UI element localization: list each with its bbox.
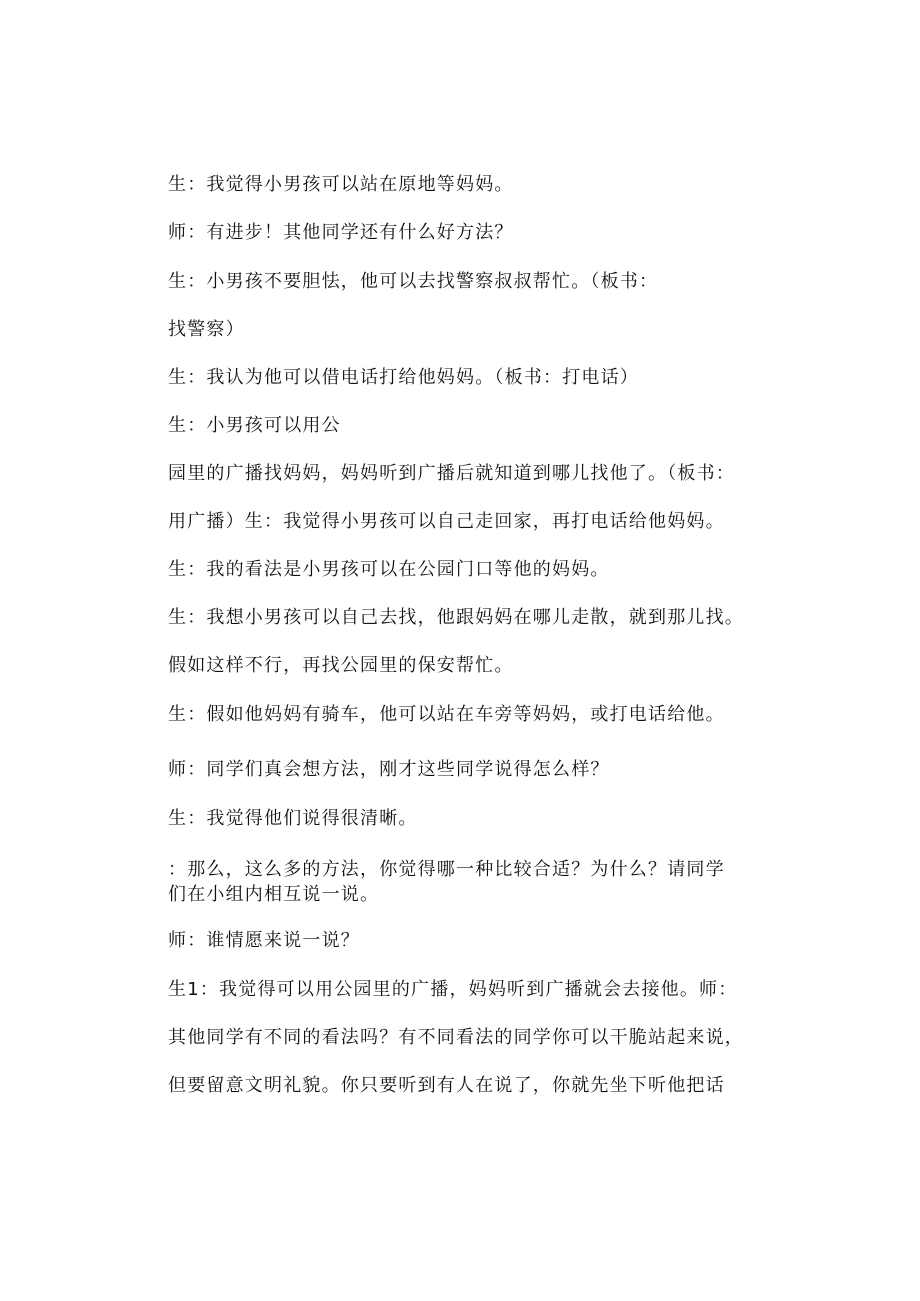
text-line: 用广播）生：我觉得小男孩可以自己走回家，再打电话给他妈妈。	[168, 511, 725, 532]
text-line: 生：我觉得他们说得很清晰。	[168, 808, 418, 829]
text-line: 园里的广播找妈妈，妈妈听到广播后就知道到哪儿找他了。（板书：	[168, 463, 735, 484]
text-line: 生：我想小男孩可以自己去找，他跟妈妈在哪儿走散，就到那儿找。	[168, 607, 744, 628]
text-line: 生：我的看法是小男孩可以在公园门口等他的妈妈。	[168, 559, 610, 580]
text-line: 其他同学有不同的看法吗？有不同看法的同学你可以干脆站起来说，	[168, 1027, 744, 1048]
text-line: 假如这样不行，再找公园里的保安帮忙。	[168, 655, 514, 676]
text-line: 但要留意文明礼貌。你只要听到有人在说了，你就先坐下听他把话	[168, 1075, 725, 1096]
text-line: 师：有进步！其他同学还有什么好方法？	[168, 222, 514, 243]
text-line: 师：谁情愿来说一说？	[168, 930, 360, 951]
text-line: 师：同学们真会想方法，刚才这些同学说得怎么样？	[168, 759, 610, 780]
text-line: 生：小男孩不要胆怯，他可以去找警察叔叔帮忙。（板书：	[168, 271, 659, 292]
text-line: 生：我认为他可以借电话打给他妈妈。（板书：打电话）	[168, 367, 639, 388]
text-line: 生：假如他妈妈有骑车，他可以站在车旁等妈妈，或打电话给他。	[168, 704, 725, 725]
text-line: 生：我觉得小男孩可以站在原地等妈妈。	[168, 174, 514, 195]
text-line: ：那么，这么多的方法，你觉得哪一种比较合适？为什么？请同学	[168, 859, 725, 880]
text-line: 找警察）	[168, 319, 245, 340]
text-line: 生1：我觉得可以用公园里的广播，妈妈听到广播就会去接他。师：	[168, 979, 738, 1000]
text-line: 们在小组内相互说一说。	[168, 884, 380, 905]
text-line: 生：小男孩可以用公	[168, 415, 341, 436]
